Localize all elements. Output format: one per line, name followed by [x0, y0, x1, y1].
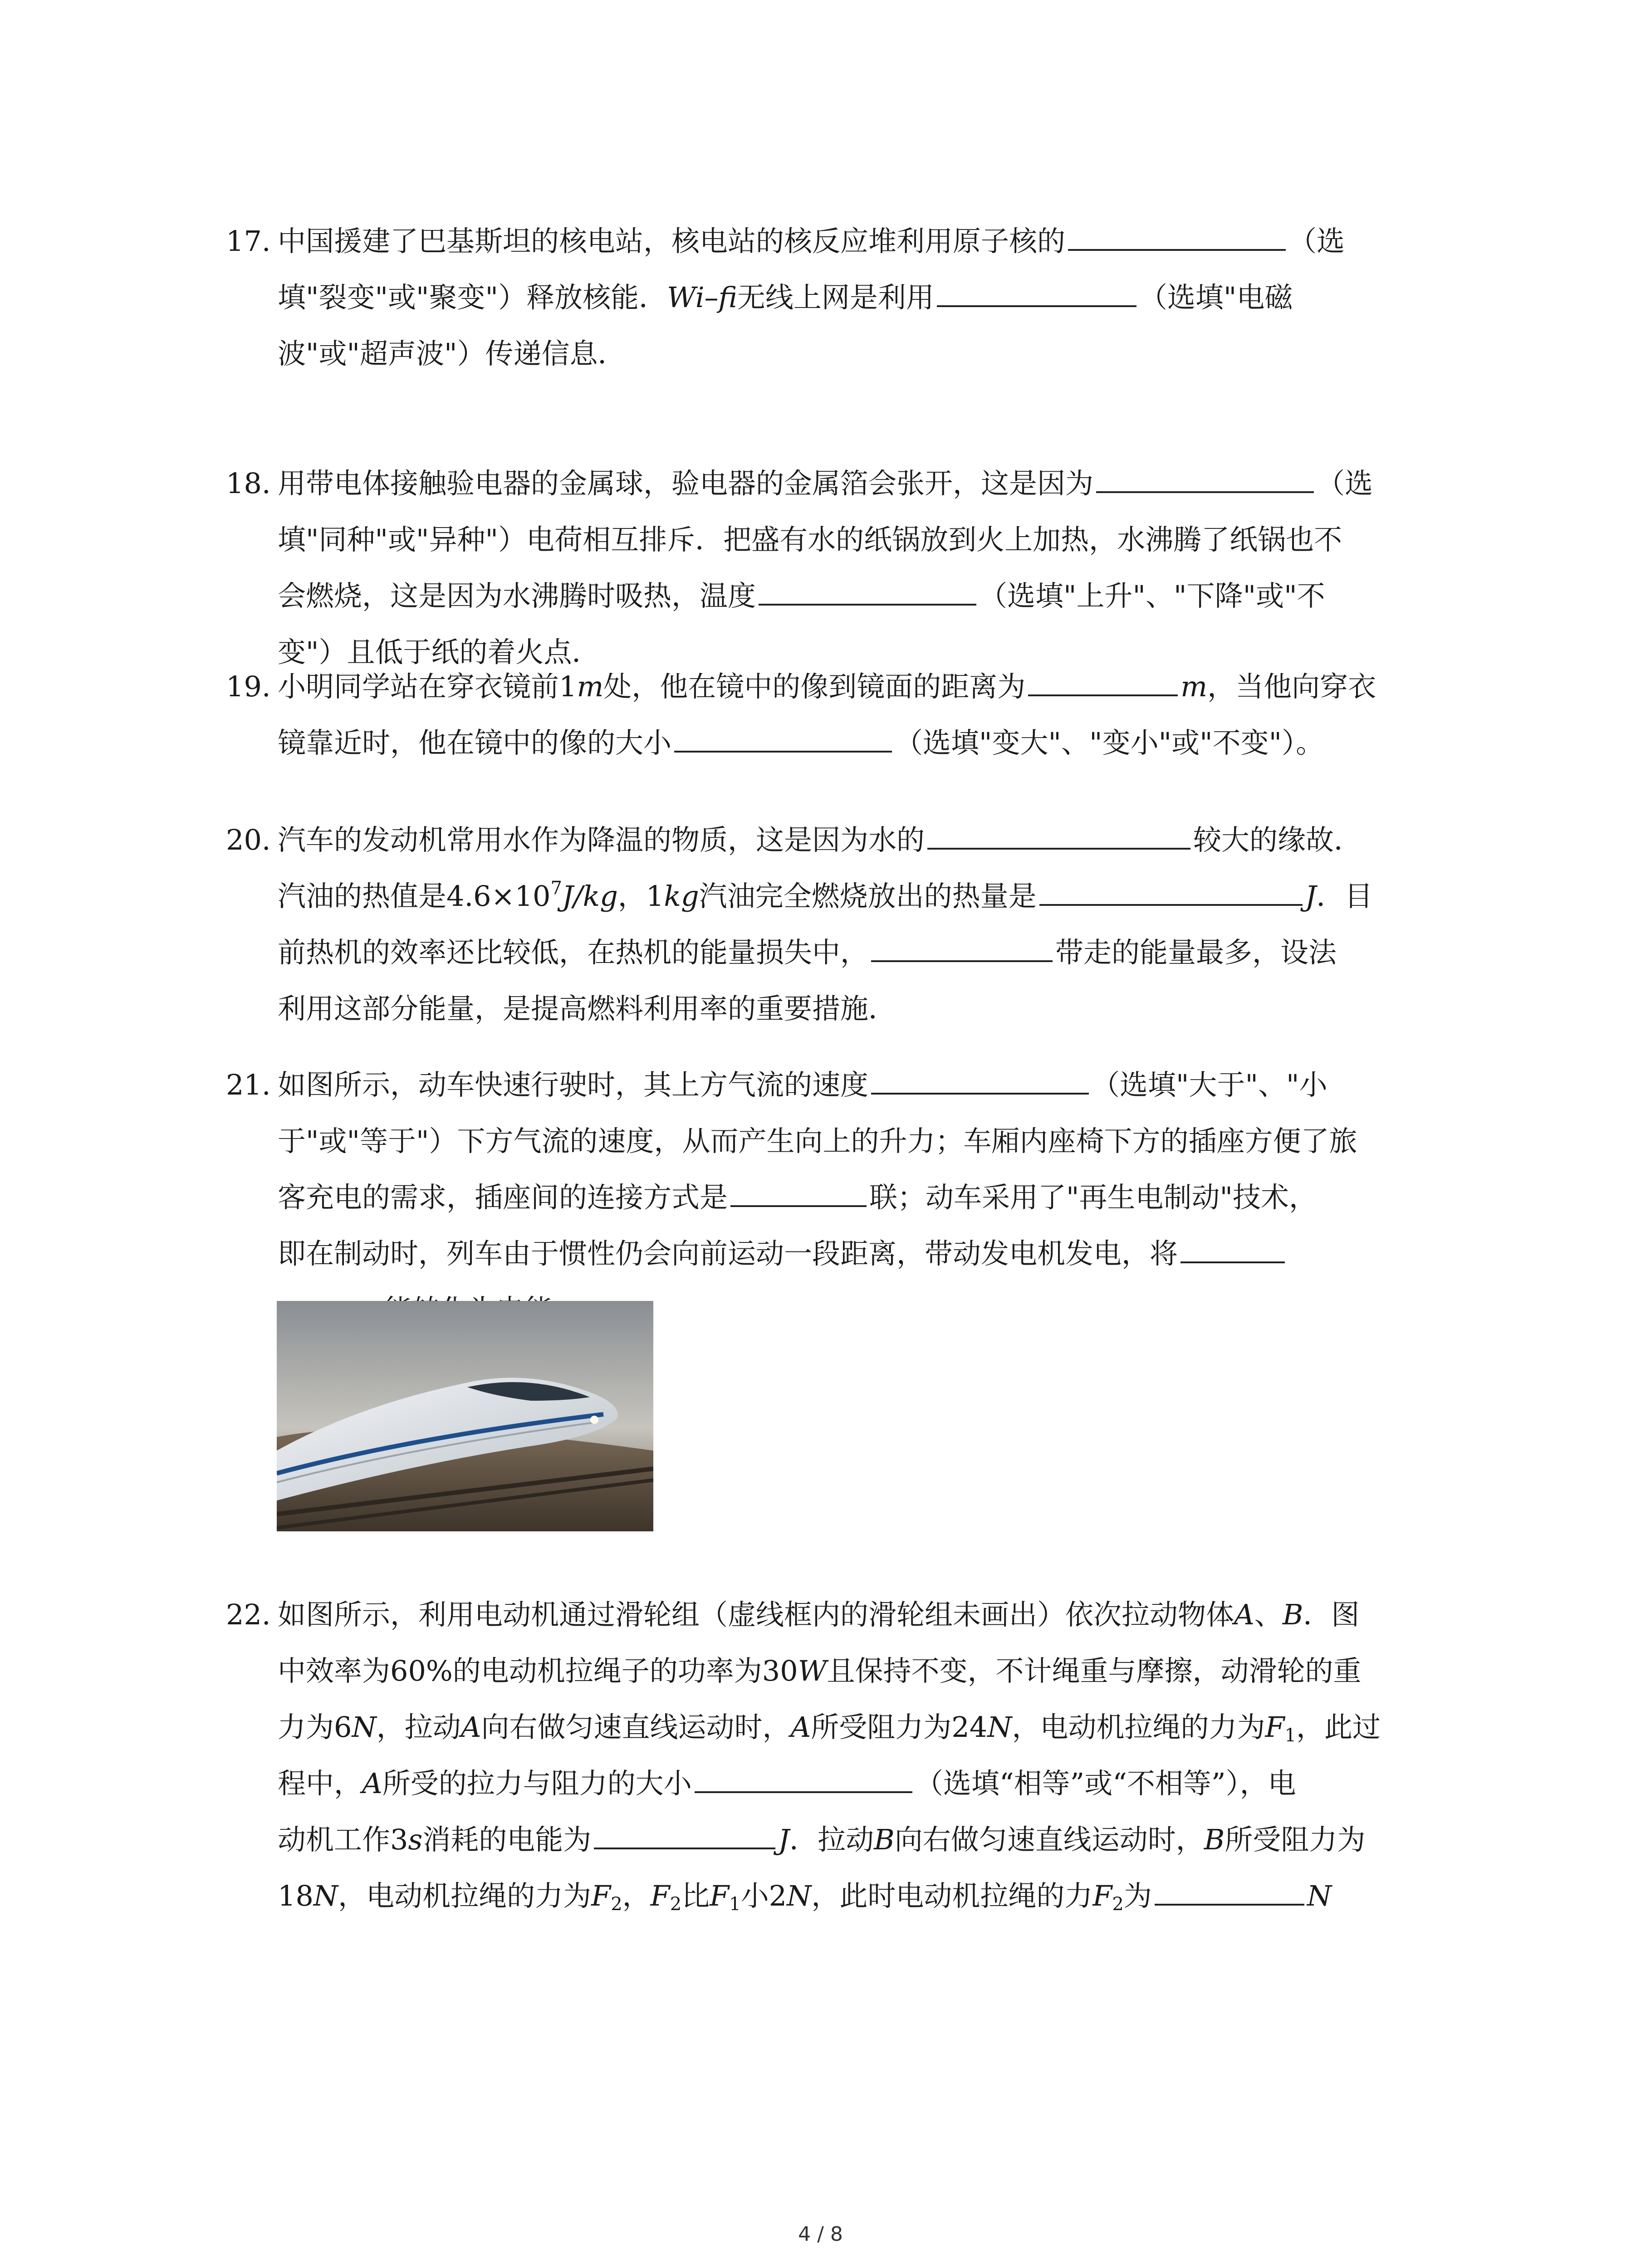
question-text: 汽车的发动机常用水作为降温的物质，这是因为水的 — [278, 823, 925, 856]
question-text: 所受的拉力与阻力的大小 — [382, 1767, 692, 1800]
subscript: 2 — [1112, 1894, 1124, 1915]
subscript: 1 — [729, 1894, 741, 1915]
answer-blank[interactable] — [1181, 1235, 1285, 1263]
question-text: 中效率为60%的电动机拉绳子的功率为30 — [278, 1654, 798, 1687]
subscript: 1 — [1284, 1725, 1296, 1746]
question-text: （选 — [1288, 225, 1345, 258]
question-text: 向右做匀速直线运动时， — [894, 1823, 1204, 1856]
question-19 — [227, 659, 1461, 771]
answer-blank[interactable] — [927, 821, 1190, 850]
math-term: W — [798, 1654, 827, 1687]
question-text: 如图所示，利用电动机通过滑轮组（虚线框内的滑轮组未画出）依次拉动物体 — [278, 1598, 1234, 1631]
math-term: J — [1305, 880, 1317, 913]
math-term: s — [408, 1823, 423, 1856]
bullet-train-photo — [277, 1301, 653, 1531]
question-text: （选填“相等”或“不相等”），电 — [915, 1767, 1296, 1800]
question-text: ， — [622, 1879, 651, 1912]
question-text: ．目 — [1316, 880, 1373, 913]
question-text: 小明同学站在穿衣镜前1 — [278, 670, 577, 703]
math-term: A — [362, 1767, 382, 1800]
question-text: 无线上网是利用 — [737, 281, 934, 314]
answer-blank[interactable] — [674, 724, 892, 753]
answer-blank[interactable] — [759, 577, 976, 606]
question-18 — [227, 455, 1461, 680]
question-text: 利用这部分能量，是提高燃料利用率的重要措施． — [278, 992, 897, 1025]
answer-blank[interactable] — [1039, 878, 1303, 906]
question-text: 即在制动时，列车由于惯性仍会向前运动一段距离，带动发电机发电，将 — [278, 1237, 1178, 1270]
question-text: 前热机的效率还比较低，在热机的能量损失中， — [278, 936, 869, 969]
math-term: B — [1204, 1823, 1225, 1856]
question-text: 小2 — [740, 1879, 787, 1912]
math-term: m — [577, 670, 604, 703]
page-number: 4 / 8 — [798, 2223, 843, 2246]
answer-blank[interactable] — [1155, 1877, 1304, 1906]
question-text: ，此过 — [1296, 1711, 1381, 1744]
math-term: J/kg — [562, 880, 618, 913]
question-text: 联；动车采用了"再生电制动"技术， — [869, 1181, 1318, 1214]
question-20 — [227, 812, 1461, 1037]
question-text: 填"裂变"或"聚变"）释放核能． — [278, 281, 667, 314]
subscript: 2 — [611, 1894, 622, 1915]
question-text: ，此时电动机拉绳的力 — [811, 1879, 1093, 1912]
subscript: 2 — [670, 1894, 682, 1915]
math-term: F — [1265, 1711, 1285, 1744]
question-22 — [227, 1587, 1461, 1924]
question-text: （选填"变大"、"变小"或"不变"）。 — [895, 726, 1324, 759]
question-text: ．拉动 — [789, 1823, 874, 1856]
question-text: 动机工作3 — [278, 1823, 408, 1856]
math-term: B — [874, 1823, 895, 1856]
question-text: 于"或"等于"）下方气流的速度，从而产生向上的升力；车厢内座椅下方的插座方便了旅 — [278, 1124, 1357, 1158]
answer-blank[interactable] — [1068, 223, 1286, 251]
answer-blank[interactable] — [937, 279, 1136, 307]
question-text: 消耗的电能为 — [422, 1823, 592, 1856]
question-text: 汽油完全燃烧放出的热量是 — [699, 880, 1037, 913]
question-text: 较大的缘故． — [1193, 823, 1362, 856]
question-text: 用带电体接触验电器的金属球，验电器的金属箔会张开，这是因为 — [278, 467, 1094, 500]
question-number: 17. — [226, 225, 271, 258]
math-term: A — [790, 1711, 811, 1744]
question-text: 所受阻力为24 — [811, 1711, 988, 1744]
question-text: 变"）且低于纸的着火点． — [278, 635, 600, 669]
question-number: 21. — [226, 1068, 271, 1101]
math-term: B — [1282, 1598, 1303, 1631]
question-text: 中国援建了巴基斯坦的核电站，核电站的核反应堆利用原子核的 — [278, 225, 1066, 258]
question-text: 带走的能量最多，设法 — [1055, 936, 1337, 969]
math-term: F — [650, 1879, 670, 1912]
question-text: 力为6 — [278, 1711, 352, 1744]
math-term: F — [591, 1879, 611, 1912]
question-text: ．图 — [1303, 1598, 1360, 1631]
question-text: （选 — [1317, 467, 1373, 500]
math-term: N — [313, 1879, 338, 1912]
question-text: （选填"大于"、"小 — [1092, 1068, 1327, 1101]
answer-blank[interactable] — [695, 1765, 912, 1793]
math-term: Wi–fi — [667, 281, 737, 314]
answer-blank[interactable] — [594, 1821, 775, 1849]
question-text: ，电动机拉绳的力为 — [1012, 1711, 1265, 1744]
math-term: F — [1092, 1879, 1112, 1912]
question-text: 为 — [1123, 1879, 1152, 1912]
math-term: m — [1181, 670, 1208, 703]
math-term: J — [778, 1823, 790, 1856]
question-17 — [227, 213, 1461, 382]
question-text: 处，他在镜中的像到镜面的距离为 — [603, 670, 1026, 703]
question-text: 且保持不变，不计绳重与摩擦，动滑轮的重 — [827, 1654, 1362, 1687]
exponent: 7 — [550, 878, 562, 899]
question-text: 程中， — [278, 1767, 362, 1800]
question-text: 客充电的需求，插座间的连接方式是 — [278, 1181, 728, 1214]
question-text: 镜靠近时，他在镜中的像的大小 — [278, 726, 672, 759]
question-number: 19. — [226, 670, 271, 703]
question-text: （选填"上升"、"下降"或"不 — [979, 579, 1325, 612]
question-text: ，电动机拉绳的力为 — [338, 1879, 592, 1912]
math-term: N — [987, 1711, 1012, 1744]
question-text: （选填"电磁 — [1139, 281, 1293, 314]
question-text: 填"同种"或"异种"）电荷相互排斥．把盛有水的纸锅放到火上加热，水沸腾了纸锅也不 — [278, 523, 1342, 556]
question-text: 如图所示，动车快速行驶时，其上方气流的速度 — [278, 1068, 869, 1101]
question-text: 、 — [1254, 1598, 1283, 1631]
math-term: N — [787, 1879, 812, 1912]
math-term: A — [1234, 1598, 1254, 1631]
question-text: 汽油的热值是4.6×10 — [278, 880, 551, 913]
math-term: N — [352, 1711, 377, 1744]
question-text: 18 — [278, 1879, 314, 1912]
question-text: 会燃烧，这是因为水沸腾时吸热，温度 — [278, 579, 756, 612]
answer-blank[interactable] — [1096, 465, 1314, 493]
question-text: 向右做匀速直线运动时， — [481, 1711, 791, 1744]
question-text: ，拉动 — [376, 1711, 461, 1744]
question-text: 所受阻力为 — [1225, 1823, 1366, 1856]
question-text: 波"或"超声波"）传递信息． — [278, 337, 626, 370]
math-term: F — [710, 1879, 730, 1912]
question-21 — [227, 1057, 1461, 1338]
answer-blank[interactable] — [871, 1066, 1089, 1095]
question-number: 20. — [226, 823, 271, 856]
answer-blank[interactable] — [871, 934, 1053, 962]
math-term: A — [460, 1711, 481, 1744]
question-text: 比 — [681, 1879, 710, 1912]
question-number: 18. — [226, 467, 271, 500]
question-number: 22. — [226, 1598, 271, 1631]
math-term: kg — [664, 880, 699, 913]
answer-blank[interactable] — [730, 1179, 867, 1207]
math-term: N — [1307, 1879, 1332, 1912]
question-text: ，1 — [617, 880, 664, 913]
answer-blank[interactable] — [1028, 668, 1178, 696]
question-text: ，当他向穿衣 — [1207, 670, 1376, 703]
